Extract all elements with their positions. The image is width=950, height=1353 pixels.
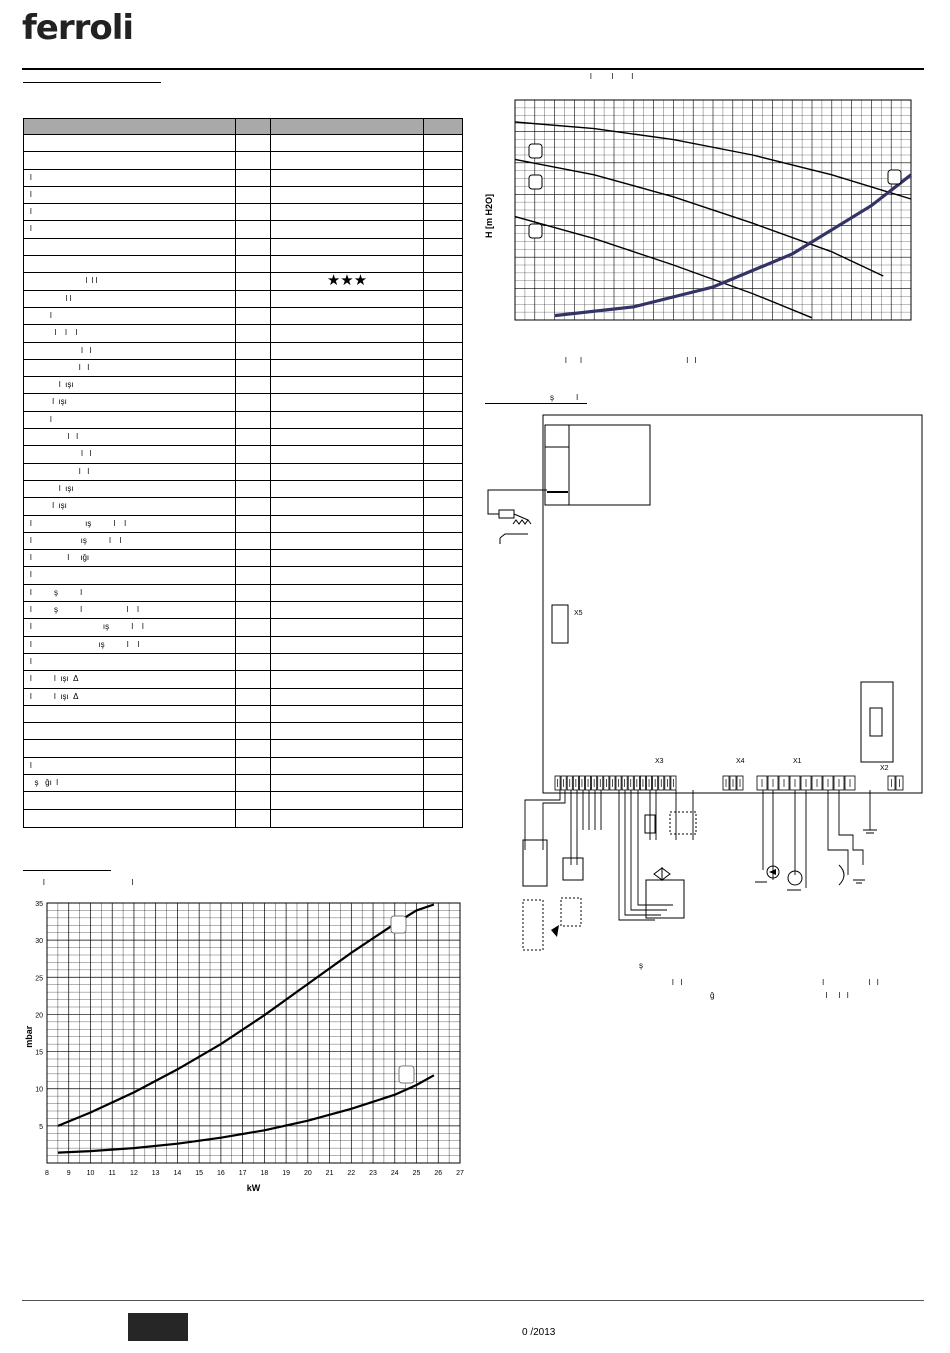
row-label: l ış l l [24,637,236,653]
row-value [271,170,424,186]
table-row [24,792,462,809]
table-row [24,135,462,152]
svg-text:X4: X4 [736,758,745,765]
x-tick-label: 14 [173,1170,182,1177]
row-value [271,360,424,376]
x-tick-label: 23 [369,1170,377,1177]
row-label [24,256,236,272]
row-label [24,723,236,739]
pressure-chart-caption: l l [43,878,134,887]
row-value [271,516,424,532]
table-row [24,170,462,187]
curve-marker-box [529,144,542,158]
curve-marker-box [888,170,901,184]
table-row [24,654,462,671]
wiring-caption-line-2: ğ l l l [710,991,849,1000]
table-row [24,446,462,463]
row-value [271,654,424,670]
pressure-curve-low [58,1075,434,1152]
row-value [271,792,424,808]
row-value [271,671,424,687]
x-tick-label: 17 [238,1170,247,1177]
y-tick-label: 5 [39,1123,43,1131]
x-tick-label: 13 [151,1170,160,1177]
ignition-electrode [499,510,514,518]
pressure-loss-chart [20,895,470,1200]
pump-curve-speed2 [515,159,883,276]
table-row [24,637,462,654]
row-value [271,619,424,635]
table-row [24,412,462,429]
row-value [271,308,424,324]
row-value [271,810,424,827]
row-label: l l l [24,273,236,289]
row-label: l l [24,446,236,462]
table-row [24,533,462,550]
footer-language-tab [128,1313,188,1341]
row-label: l l [24,343,236,359]
table-row [24,498,462,515]
table-row [24,377,462,394]
row-label: l ışı [24,481,236,497]
row-value [271,637,424,653]
table-row [24,325,462,342]
row-label: l [24,187,236,203]
table-row [24,602,462,619]
flow-switch [523,900,543,950]
row-label [24,740,236,756]
table-row [24,152,462,169]
table-row [24,671,462,688]
row-label [24,706,236,722]
table-row [24,723,462,740]
row-label: l [24,204,236,220]
row-value [271,689,424,705]
row-value [271,758,424,774]
row-label: l l ışı Δ [24,689,236,705]
row-label: l ış l l [24,619,236,635]
table-row [24,187,462,204]
sensor-symbol [551,925,559,937]
row-label [24,152,236,168]
table-row [24,585,462,602]
table-row [24,740,462,757]
row-value [271,498,424,514]
table-row [24,429,462,446]
earth-cable [839,865,844,885]
row-label: l ışı [24,394,236,410]
table-row [24,360,462,377]
curve-marker-box [399,1066,414,1083]
table-row [24,256,462,273]
table-row [24,308,462,325]
y-tick-label: 35 [35,901,43,908]
row-label: l l [24,360,236,376]
footer-date: 0 /2013 [522,1327,556,1338]
row-label [24,810,236,827]
thermostat-contact [670,812,696,834]
table-row [24,273,462,290]
x-tick-label: 27 [456,1170,464,1177]
row-label: l [24,170,236,186]
row-label: l l l [24,325,236,341]
row-value [271,135,424,151]
x-tick-label: 18 [260,1170,269,1177]
wiring-caption-line-1: l l l l l [672,978,879,987]
relay-block [861,682,893,762]
x-tick-label: 9 [66,1170,71,1177]
x-tick-label: 11 [108,1170,116,1177]
row-value [271,585,424,601]
row-value [271,533,424,549]
table-row [24,619,462,636]
row-label: l ş l l l [24,602,236,618]
row-value [271,429,424,445]
x-tick-label: 22 [347,1170,356,1177]
pump-chart-caption: l l l l [565,356,697,365]
row-label: l l [24,429,236,445]
row-value [271,204,424,220]
ferroli-logo: ferroli [22,8,134,48]
row-value [271,602,424,618]
table-row [24,464,462,481]
svg-text:X2: X2 [880,765,889,772]
row-label [24,135,236,151]
table-row [24,550,462,567]
row-value [271,567,424,583]
table-row [24,567,462,584]
row-value [271,187,424,203]
wiring-caption-label: ş [639,961,643,970]
table-row [24,221,462,238]
row-value [271,740,424,756]
row-label: l l ışı Δ [24,671,236,687]
section-rule-wiring [485,403,587,404]
y-tick-label: 25 [35,975,43,983]
row-value [271,775,424,791]
y-tick-label: 10 [35,1086,43,1094]
table-row [24,775,462,792]
x-tick-label: 20 [303,1170,312,1177]
table-row [24,204,462,221]
row-label: l [24,758,236,774]
row-value [271,723,424,739]
curve-marker-box [529,175,542,189]
section-rule-specs [23,82,161,83]
x-tick-label: 10 [86,1170,95,1177]
connector-x5 [552,605,568,643]
table-row [24,689,462,706]
terminal-block-mid [563,858,583,880]
row-label: l [24,308,236,324]
row-value [271,377,424,393]
control-board [543,415,922,793]
x-tick-label: 8 [45,1170,49,1177]
row-label: l ışı [24,377,236,393]
row-value [271,256,424,272]
row-label: l ış l l [24,533,236,549]
spec-table [23,118,463,828]
svg-text:X5: X5 [574,610,583,617]
row-value [271,394,424,410]
row-value [271,152,424,168]
x-tick-label: 26 [434,1170,443,1177]
row-label: l [24,221,236,237]
table-row [24,758,462,775]
row-label: l ışı [24,498,236,514]
table-row [24,394,462,411]
wiring-title: ş l [550,393,579,402]
x-tick-label: 16 [216,1170,225,1177]
table-row [24,239,462,256]
row-value [271,291,424,307]
table-header [24,119,462,135]
row-value: ★★★ [271,273,424,289]
svg-text:X1: X1 [793,758,802,765]
pump-curve-chart [483,90,923,335]
table-row [24,291,462,308]
x-tick-label: 21 [325,1170,334,1177]
row-value [271,481,424,497]
row-label: l l [24,464,236,480]
y-tick-label: 30 [35,938,43,946]
row-value [271,221,424,237]
table-row [24,516,462,533]
x-tick-label: 12 [130,1170,138,1177]
row-value [271,446,424,462]
table-row [24,343,462,360]
table-row [24,810,462,827]
row-label: l [24,412,236,428]
flame-symbol [513,520,531,524]
row-label: l [24,654,236,670]
wiring-diagram [483,410,925,970]
x-tick-label: 19 [282,1170,291,1177]
row-value [271,706,424,722]
row-label [24,239,236,255]
x-axis-label: kW [246,1183,261,1193]
svg-text:X3: X3 [655,758,664,765]
pump-y-label: H [m H2O] [484,193,494,238]
row-label [24,792,236,808]
table-row [24,706,462,723]
section-rule-pressure [23,870,111,871]
ntc-sensor [561,898,581,926]
row-label: ş ğı l [24,775,236,791]
x-tick-label: 25 [412,1170,421,1177]
row-label: l [24,567,236,583]
x-tick-label: 24 [390,1170,399,1177]
curve-marker-box [391,916,406,933]
pump-chart-header: l l l [590,72,634,81]
row-value [271,412,424,428]
y-tick-label: 20 [35,1012,43,1020]
gas-valve [646,880,684,918]
row-label: l l ığı [24,550,236,566]
y-axis-label: mbar [24,1025,34,1048]
row-value [271,550,424,566]
row-label: l ış l l [24,516,236,532]
row-value [271,343,424,359]
pressure-curve-high [58,905,434,1126]
row-label: l ş l [24,585,236,601]
row-value [271,464,424,480]
footer-rule [22,1300,924,1301]
table-row [24,481,462,498]
y-tick-label: 15 [35,1049,43,1057]
header-rule [22,68,924,70]
curve-marker-box [529,224,542,238]
row-value [271,325,424,341]
x-tick-label: 15 [195,1170,204,1177]
row-label: l l [24,291,236,307]
row-value [271,239,424,255]
